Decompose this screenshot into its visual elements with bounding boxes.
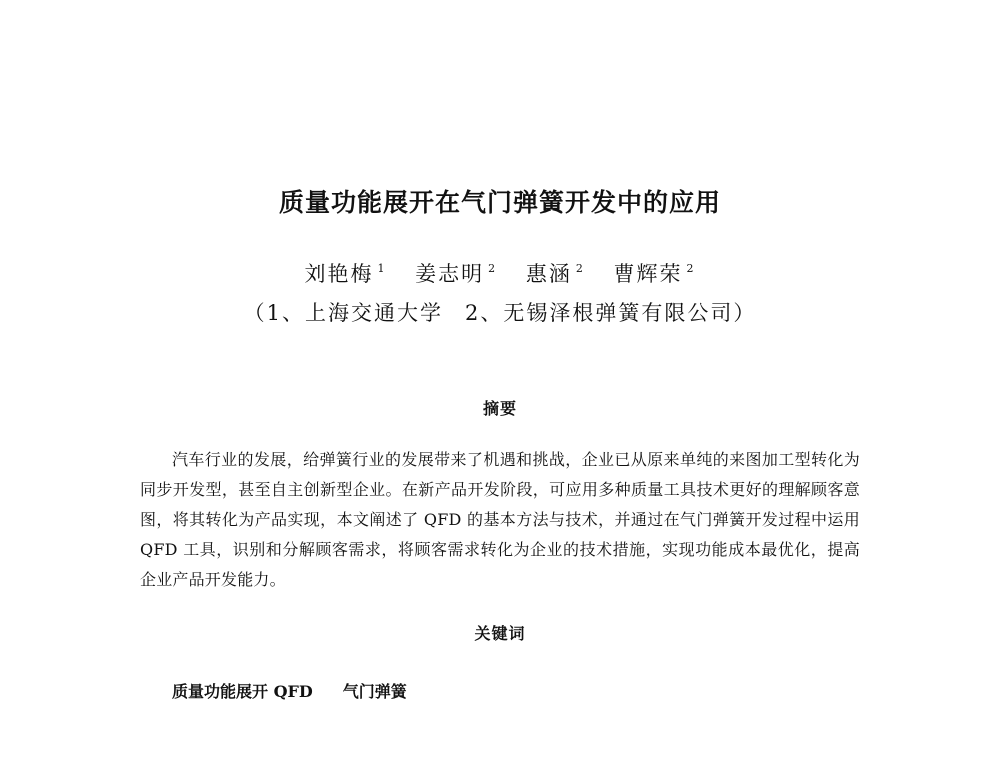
author-1 — [304, 258, 386, 288]
affiliation-line — [0, 297, 1000, 327]
author-name: 姜志明 — [415, 262, 485, 286]
author-affiliation-mark: 2 — [686, 262, 696, 275]
paper-title: 质量功能展开在气门弹簧开发中的应用 — [278, 188, 721, 217]
author-2 — [415, 258, 497, 288]
affiliation-close-paren: ） — [733, 301, 757, 325]
abstract-heading: 摘要 — [482, 399, 517, 418]
keyword-list — [172, 679, 407, 702]
affiliation-2: 2、无锡泽根弹簧有限公司 — [465, 301, 734, 325]
author-name: 曹辉荣 — [613, 262, 683, 286]
abstract-text: 汽车行业的发展，给弹簧行业的发展带来了机遇和挑战，企业已从原来单纯的来图加工型转化为同步开发型，甚至自主创新型企业。在新产品开发阶段，可应用多种质量工具技术更好的理解顾客意图，将其转化为产品实现，本文阐述了 QFD 的基本方法与技术，并通过在气门弹簧开发过程中运用 QFD 工具，识别和分解顾客需求，将顾客需求转化为企业的技术措施，实现功能成本最优化，提高企业产品开发能力。 — [140, 450, 860, 589]
author-affiliation-mark: 2 — [488, 262, 498, 275]
author-name: 惠涵 — [525, 262, 572, 286]
keywords-heading: 关键词 — [474, 624, 526, 643]
affiliation-1: 1、上海交通大学 — [266, 301, 443, 325]
author-name: 刘艳梅 — [304, 262, 374, 286]
author-3 — [526, 258, 585, 288]
affiliation-open-paren: （ — [243, 301, 267, 325]
keyword-item: 质量功能展开 QFD — [172, 682, 313, 701]
author-4 — [614, 258, 696, 288]
keyword-item: 气门弹簧 — [342, 682, 407, 701]
author-list — [0, 258, 1000, 288]
author-affiliation-mark: 2 — [575, 262, 585, 275]
author-affiliation-mark: 1 — [377, 262, 387, 275]
